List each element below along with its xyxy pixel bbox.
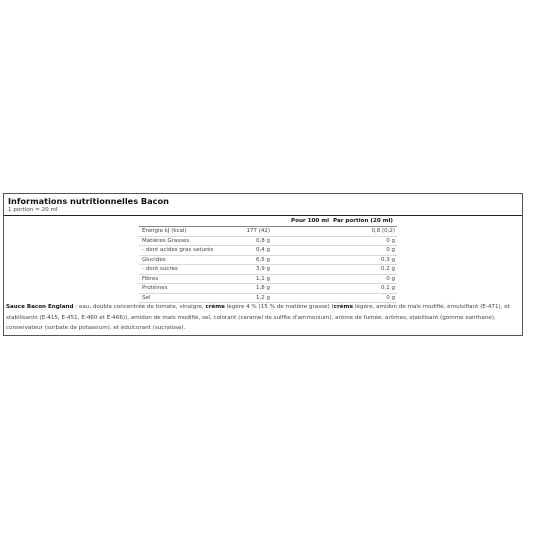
value-per-portion: 0,1 g xyxy=(381,285,395,291)
allergen-highlight: crème xyxy=(205,304,225,310)
value-per-100ml: 6,5 g xyxy=(256,256,270,263)
value-per-portion: 0 g xyxy=(386,237,395,244)
ingredients-part: légère 4 % (15 % de matière grasse) ( xyxy=(224,304,334,310)
nutrient-label: - dont sucres xyxy=(142,266,178,272)
ingredients-part: légère, amidon de maïs modifié, émulsifiant (E-471), et stabilisants (E-415, E-451, E-460 et E-466)), amidon de maïs modifié, sel, colorant (caramel de sulfite d'ammonium), arôme de fumée, arômes, stabilisant (gomme xanthane), conservateur (sorbate de potassium), et édulcorant (sucralose). xyxy=(6,304,510,331)
value-per-100ml: 1,2 g xyxy=(256,294,270,301)
value-per-portion: 0 g xyxy=(386,247,395,253)
value-per-100ml: 3,9 g xyxy=(256,266,270,272)
nutrient-label: Énergie kJ (kcal) xyxy=(142,228,187,234)
value-per-portion: 0,3 g xyxy=(381,256,395,263)
nutrient-label: Sel xyxy=(142,294,151,301)
column-header-per-portion: Par portion (20 ml) xyxy=(333,218,393,224)
nutrition-row-fat xyxy=(139,237,397,247)
nutrition-row-sugars xyxy=(139,265,397,275)
value-per-portion: 0 g xyxy=(386,275,395,282)
allergen-highlight: crème xyxy=(333,304,354,310)
ingredients-text xyxy=(6,302,520,334)
ingredients-part: : eau, double concentrée de tomate, vinaigre, xyxy=(73,304,206,310)
nutrition-panel xyxy=(3,193,523,336)
title-divider xyxy=(4,215,522,216)
product-name: Sauce Bacon England xyxy=(6,304,74,310)
portion-size: 1 portion = 20 ml xyxy=(8,207,58,213)
value-per-100ml: 0,4 g xyxy=(256,247,270,253)
column-header-per-100ml: Pour 100 ml xyxy=(291,218,330,224)
nutrient-label: Protéines xyxy=(142,285,168,291)
value-per-100ml: 1,1 g xyxy=(256,275,270,282)
nutrient-label: Fibres xyxy=(142,275,159,282)
panel-title: Informations nutritionnelles Bacon xyxy=(8,196,169,206)
value-per-100ml: 0,8 g xyxy=(256,237,270,244)
value-per-100ml: 1,8 g xyxy=(256,285,270,291)
nutrition-row-carbohydrates xyxy=(139,256,397,266)
nutrition-row-energy xyxy=(139,227,397,237)
nutrition-row-saturated-fat xyxy=(139,246,397,256)
nutrient-label: Matières Grasses xyxy=(142,237,190,244)
value-per-portion: 0,2 g xyxy=(381,266,395,272)
value-per-100ml: 177 (42) xyxy=(246,228,270,234)
value-per-portion: 0 g xyxy=(386,294,395,301)
nutrition-row-fibre xyxy=(139,275,397,285)
nutrient-label: - dont acides gras saturés xyxy=(142,247,214,253)
nutrition-row-protein xyxy=(139,284,397,294)
nutrient-label: Glucides xyxy=(142,256,166,263)
value-per-portion: 0,8 (0,2) xyxy=(371,228,395,234)
